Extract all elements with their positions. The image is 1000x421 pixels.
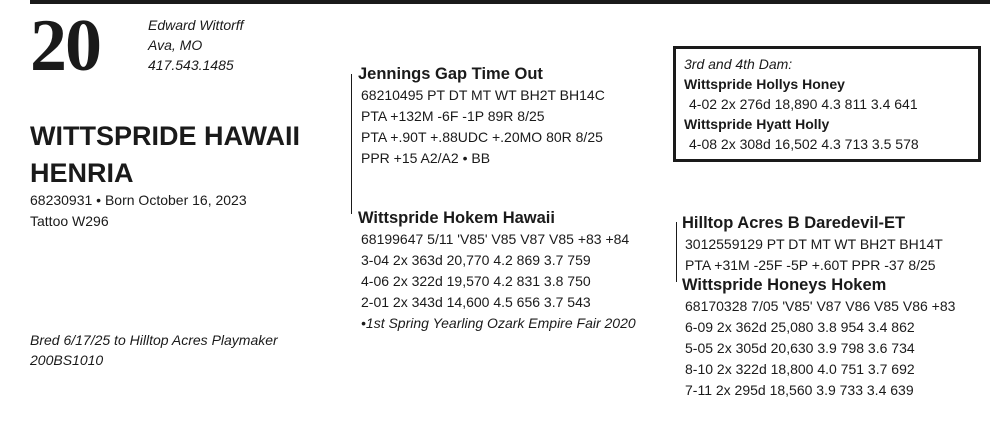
dam-line: 3-04 2x 363d 20,770 4.2 869 3.7 759 [361,252,591,268]
sire-line: 68210495 PT DT MT WT BH2T BH14C [361,87,605,103]
sire-line: PTA +.90T +.88UDC +.20MO 80R 8/25 [361,129,603,145]
owner-location: Ava, MO [148,37,203,53]
dam-note: •1st Spring Yearling Ozark Empire Fair 2020 [361,315,636,331]
dam-line: 68199647 5/11 'V85' V85 V87 V85 +83 +84 [361,231,630,247]
bred-info [30,330,278,370]
fourth-dam-name: Wittspride Hyatt Holly [684,116,830,132]
sire-line: PTA +132M -6F -1P 89R 8/25 [361,108,545,124]
top-rule [30,0,990,4]
dam-sire-line: 3012559129 PT DT MT WT BH2T BH14T [685,236,943,252]
sire-line: PPR +15 A2/A2 • BB [361,150,491,166]
registration-born: 68230931 • Born October 16, 2023 [30,192,247,208]
animal-name-line2: HENRIA [30,158,134,188]
animal-name-line1: WITTSPRIDE HAWAII [30,121,300,151]
third-fourth-dam-label: 3rd and 4th Dam: [684,56,793,72]
dam-sire-details [682,234,943,276]
granddam-line: 5-05 2x 305d 20,630 3.9 798 3.6 734 [685,340,915,356]
lot-number: 20 [30,5,100,87]
dam-sire-block [682,212,943,276]
dam-side-bracket-line [676,222,677,282]
animal-name [30,118,350,192]
dam-details [358,229,636,334]
granddam-details [682,296,955,401]
bred-line2: 200BS1010 [30,352,104,368]
granddam-line: 68170328 7/05 'V85' V87 V86 V85 V86 +83 [685,298,956,314]
fourth-dam-record: 4-08 2x 308d 16,502 4.3 713 3.5 578 [689,136,919,152]
third-dam-name: Wittspride Hollys Honey [684,76,845,92]
owner-phone: 417.543.1485 [148,57,234,73]
dam-block [358,207,636,334]
dam-line: 2-01 2x 343d 14,600 4.5 656 3.7 543 [361,294,591,310]
owner-info [148,15,244,75]
third-dam-record: 4-02 2x 276d 18,890 4.3 811 3.4 641 [689,96,918,112]
granddam-line: 7-11 2x 295d 18,560 3.9 733 3.4 639 [685,382,914,398]
bred-line1: Bred 6/17/25 to Hilltop Acres Playmaker [30,332,278,348]
granddam-line: 6-09 2x 362d 25,080 3.8 954 3.4 862 [685,319,915,335]
sire-name: Jennings Gap Time Out [358,65,543,83]
dam-sire-name: Hilltop Acres B Daredevil-ET [682,214,906,232]
granddam-name: Wittspride Honeys Hokem [682,276,887,294]
third-fourth-dam-box [673,46,981,162]
dam-line: 4-06 2x 322d 19,570 4.2 831 3.8 750 [361,273,591,289]
granddam-line: 8-10 2x 322d 18,800 4.0 751 3.7 692 [685,361,915,377]
sire-block [358,63,605,169]
animal-ident [30,190,247,232]
pedigree-bracket-line [351,74,352,214]
owner-name: Edward Wittorff [148,17,244,33]
granddam-block [682,274,955,401]
tattoo: Tattoo W296 [30,213,109,229]
sire-details [358,85,605,169]
dam-name: Wittspride Hokem Hawaii [358,209,555,227]
dam-sire-line: PTA +31M -25F -5P +.60T PPR -37 8/25 [685,257,936,273]
